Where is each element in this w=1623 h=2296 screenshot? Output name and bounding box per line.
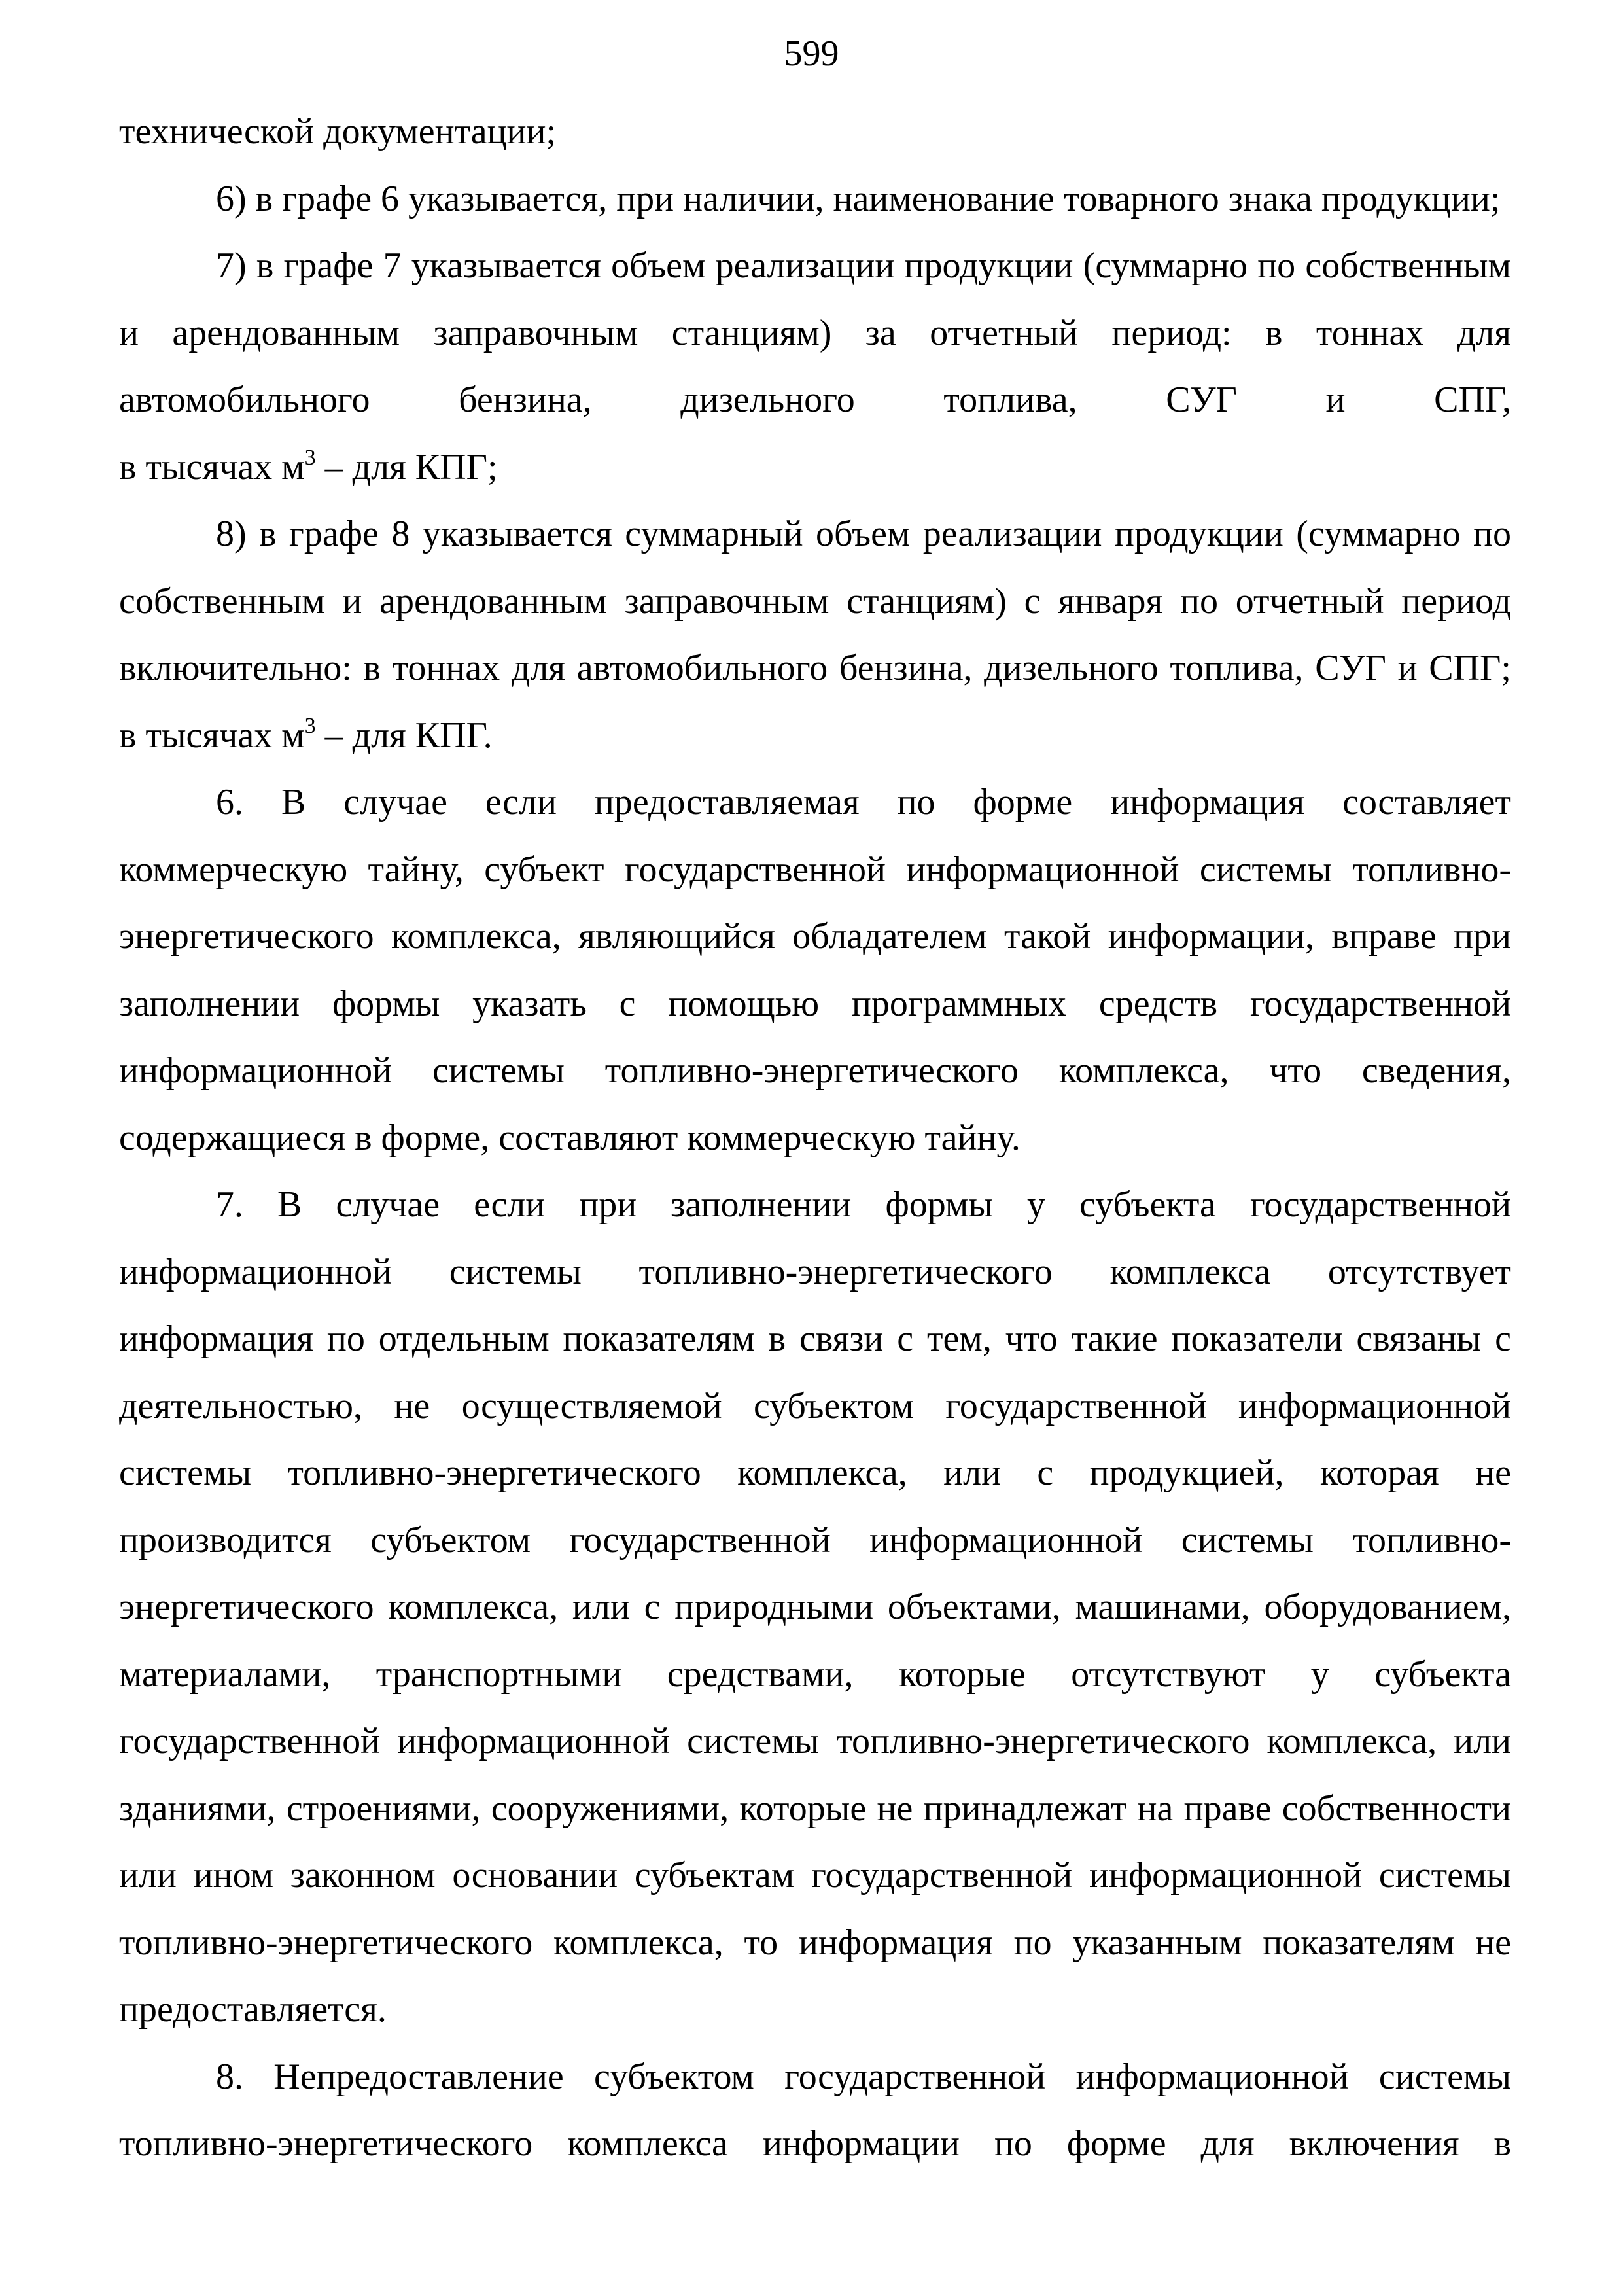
document-body bbox=[119, 98, 1511, 2178]
paragraph-item-7-tail-text: в тысячах м bbox=[119, 446, 305, 487]
paragraph-section-8: 8. Непредоставление субъектом государственной информационной системы топливно-энергетического комплекса информации по форме для включения в bbox=[119, 2056, 1511, 2164]
paragraph-continuation: технической документации; bbox=[119, 111, 557, 152]
paragraph-section-7: 7. В случае если при заполнении формы у субъекта государственной информационной системы топливно-энергетического комплекса отсутствует информация по отдельным показателям в связи с тем, что такие показатели связаны с деятельностью, не осуществляемой субъектом государственной информационной системы топливно-энергетического комплекса, или с продукцией, которая не производится субъектом государственной информационной системы топливно-энергетического комплекса, или с природными объектами, машинами, оборудованием, материалами, транспортными средствами, которые отсутствуют у субъекта государственной информационной системы топливно-энергетического комплекса, или зданиями, строениями, сооружениями, которые не принадлежат на праве собственности или ином законном основании субъектам государственной информационной системы топливно-энергетического комплекса, то информация по указанным показателям не предоставляется. bbox=[119, 1184, 1511, 2030]
superscript-3: 3 bbox=[304, 713, 316, 738]
paragraph-item-8 bbox=[119, 501, 1511, 769]
paragraph-item-7-tail bbox=[119, 434, 1511, 501]
paragraph-item-7 bbox=[119, 232, 1511, 501]
page-number: 599 bbox=[784, 33, 839, 74]
paragraph-item-8-tail: – для КПГ. bbox=[315, 715, 493, 756]
paragraph-section-6: 6. В случае если предоставляемая по форме информация составляет коммерческую тайну, субъект государственной информационной системы топливно-энергетического комплекса, являющийся обладателем такой информации, вправе при заполнении формы указать с помощью программных средств государственной информационной системы топливно-энергетического комплекса, что сведения, содержащиеся в форме, составляют коммерческую тайну. bbox=[119, 782, 1511, 1158]
superscript-3: 3 bbox=[304, 445, 316, 470]
paragraph-item-6: 6) в графе 6 указывается, при наличии, наименование товарного знака продукции; bbox=[216, 178, 1501, 219]
paragraph-item-8-main: 8) в графе 8 указывается суммарный объем реализации продукции (суммарно по собственным и арендованным заправочным станциям) с января по отчетный период включительно: в тоннах для автомобильного бензина, дизельного топлива, СУГ и СПГ; в тысячах м bbox=[119, 514, 1511, 756]
paragraph-item-7-main: 7) в графе 7 указывается объем реализации продукции (суммарно по собственным и арендованным заправочным станциям) за отчетный период: в тоннах для автомобильного бензина, дизельного топлива, СУГ и СПГ, bbox=[119, 245, 1511, 420]
paragraph-item-7-tail-end: – для КПГ; bbox=[315, 446, 498, 487]
